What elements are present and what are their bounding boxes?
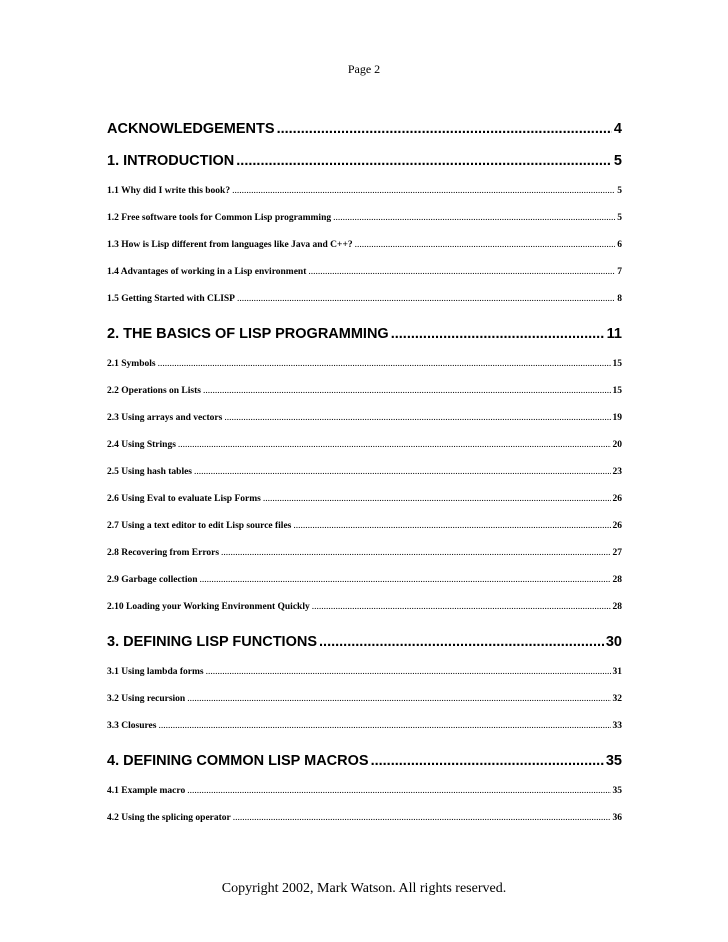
dot-leader xyxy=(224,405,610,432)
dot-leader xyxy=(277,118,612,140)
toc-entry-title: 4.1 Example macro xyxy=(107,786,186,796)
dot-leader xyxy=(206,659,611,686)
dot-leader xyxy=(203,378,611,405)
dot-leader xyxy=(236,150,612,172)
toc-entry-introduction[interactable] xyxy=(107,150,622,172)
toc-entry-page: 23 xyxy=(612,467,622,477)
toc-entry-2-2[interactable] xyxy=(107,378,622,405)
toc-entry-page: 11 xyxy=(606,326,622,342)
toc-entry-page: 5 xyxy=(617,186,622,196)
toc-entry-2-8[interactable] xyxy=(107,540,622,567)
copyright-footer: Copyright 2002, Mark Watson. All rights reserved. xyxy=(221,881,507,896)
toc-entry-3-2[interactable] xyxy=(107,686,622,713)
dot-leader xyxy=(391,323,605,345)
toc-entry-page: 35 xyxy=(605,753,622,769)
toc-entry-title: 2.5 Using hash tables xyxy=(107,467,192,477)
toc-entry-page: 15 xyxy=(612,359,622,369)
dot-leader xyxy=(178,432,611,459)
toc-entry-1-1[interactable] xyxy=(107,178,622,205)
toc-entry-page: 8 xyxy=(617,294,622,304)
dot-leader xyxy=(355,232,616,259)
dot-leader xyxy=(263,486,611,513)
toc-entry-title: 2.1 Symbols xyxy=(107,359,156,369)
toc-entry-2-6[interactable] xyxy=(107,486,622,513)
dot-leader xyxy=(371,750,604,772)
toc-entry-title: 4.2 Using the splicing operator xyxy=(107,813,231,823)
toc-entry-page: 5 xyxy=(613,153,622,169)
toc-entry-page: 35 xyxy=(612,786,622,796)
toc-entry-2-4[interactable] xyxy=(107,432,622,459)
toc-entry-page: 28 xyxy=(612,575,622,585)
toc-entry-page: 31 xyxy=(612,667,622,677)
toc-entry-defining-lisp-functions[interactable] xyxy=(107,631,622,653)
toc-entry-title: 1.2 Free software tools for Common Lisp programming xyxy=(107,213,332,223)
toc-entry-basics-of-lisp[interactable] xyxy=(107,323,622,345)
toc-entry-title: 1.3 How is Lisp different from languages like Java and C++? xyxy=(107,240,353,250)
toc-entry-title: 1.1 Why did I write this book? xyxy=(107,186,231,196)
toc-entry-title: 2.7 Using a text editor to edit Lisp source files xyxy=(107,521,292,531)
toc-entry-2-3[interactable] xyxy=(107,405,622,432)
dot-leader xyxy=(221,540,610,567)
toc-entry-title: ACKNOWLEDGEMENTS xyxy=(107,121,275,137)
toc-entry-page: 36 xyxy=(612,813,622,823)
toc-entry-page: 33 xyxy=(612,721,622,731)
toc-entry-title: 4. DEFINING COMMON LISP MACROS xyxy=(107,753,369,769)
toc-entry-3-1[interactable] xyxy=(107,659,622,686)
toc-entry-title: 2. THE BASICS OF LISP PROGRAMMING xyxy=(107,326,389,342)
toc-entry-1-4[interactable] xyxy=(107,259,622,286)
toc-entry-title: 1.4 Advantages of working in a Lisp environment xyxy=(107,267,307,277)
toc-entry-3-3[interactable] xyxy=(107,713,622,740)
dot-leader xyxy=(308,259,615,286)
page-header: Page 2 xyxy=(347,62,381,76)
toc-entry-1-3[interactable] xyxy=(107,232,622,259)
toc-entry-page: 5 xyxy=(617,213,622,223)
toc-entry-page: 32 xyxy=(612,694,622,704)
toc-entry-1-5[interactable] xyxy=(107,286,622,313)
toc-entry-page: 28 xyxy=(612,602,622,612)
toc-entry-title: 2.8 Recovering from Errors xyxy=(107,548,220,558)
toc-entry-title: 2.3 Using arrays and vectors xyxy=(107,413,223,423)
toc-entry-2-5[interactable] xyxy=(107,459,622,486)
toc-entry-2-1[interactable] xyxy=(107,351,622,378)
toc-entry-page: 27 xyxy=(612,548,622,558)
dot-leader xyxy=(233,805,611,832)
toc-entry-page: 19 xyxy=(612,413,622,423)
toc-entry-page: 15 xyxy=(612,386,622,396)
toc-entry-4-2[interactable] xyxy=(107,805,622,832)
toc-entry-title: 2.6 Using Eval to evaluate Lisp Forms xyxy=(107,494,261,504)
toc-entry-4-1[interactable] xyxy=(107,778,622,805)
toc-entry-title: 2.4 Using Strings xyxy=(107,440,176,450)
toc-entry-defining-common-lisp-macros[interactable] xyxy=(107,750,622,772)
table-of-contents xyxy=(107,118,622,832)
toc-entry-title: 3.1 Using lambda forms xyxy=(107,667,204,677)
toc-entry-2-7[interactable] xyxy=(107,513,622,540)
toc-entry-2-9[interactable] xyxy=(107,567,622,594)
toc-entry-title: 1.5 Getting Started with CLISP xyxy=(107,294,235,304)
dot-leader xyxy=(312,594,611,621)
dot-leader xyxy=(200,567,611,594)
dot-leader xyxy=(237,286,615,313)
toc-entry-page: 30 xyxy=(605,634,622,650)
toc-entry-page: 4 xyxy=(613,121,622,137)
toc-entry-title: 3.2 Using recursion xyxy=(107,694,186,704)
toc-entry-acknowledgements[interactable] xyxy=(107,118,622,140)
toc-entry-title: 2.10 Loading your Working Environment Quickly xyxy=(107,602,310,612)
toc-entry-page: 26 xyxy=(612,494,622,504)
dot-leader xyxy=(187,778,610,805)
dot-leader xyxy=(194,459,611,486)
toc-entry-2-10[interactable] xyxy=(107,594,622,621)
dot-leader xyxy=(293,513,610,540)
toc-entry-page: 7 xyxy=(617,267,622,277)
toc-entry-title: 1. INTRODUCTION xyxy=(107,153,235,169)
toc-entry-title: 3.3 Closures xyxy=(107,721,157,731)
toc-entry-page: 20 xyxy=(612,440,622,450)
toc-entry-title: 2.9 Garbage collection xyxy=(107,575,198,585)
toc-entry-title: 3. DEFINING LISP FUNCTIONS xyxy=(107,634,318,650)
toc-entry-title: 2.2 Operations on Lists xyxy=(107,386,201,396)
dot-leader xyxy=(333,205,615,232)
dot-leader xyxy=(158,713,610,740)
dot-leader xyxy=(187,686,610,713)
toc-entry-page: 6 xyxy=(617,240,622,250)
dot-leader xyxy=(232,178,615,205)
toc-entry-1-2[interactable] xyxy=(107,205,622,232)
dot-leader xyxy=(158,351,611,378)
dot-leader xyxy=(319,631,604,653)
toc-entry-page: 26 xyxy=(612,521,622,531)
